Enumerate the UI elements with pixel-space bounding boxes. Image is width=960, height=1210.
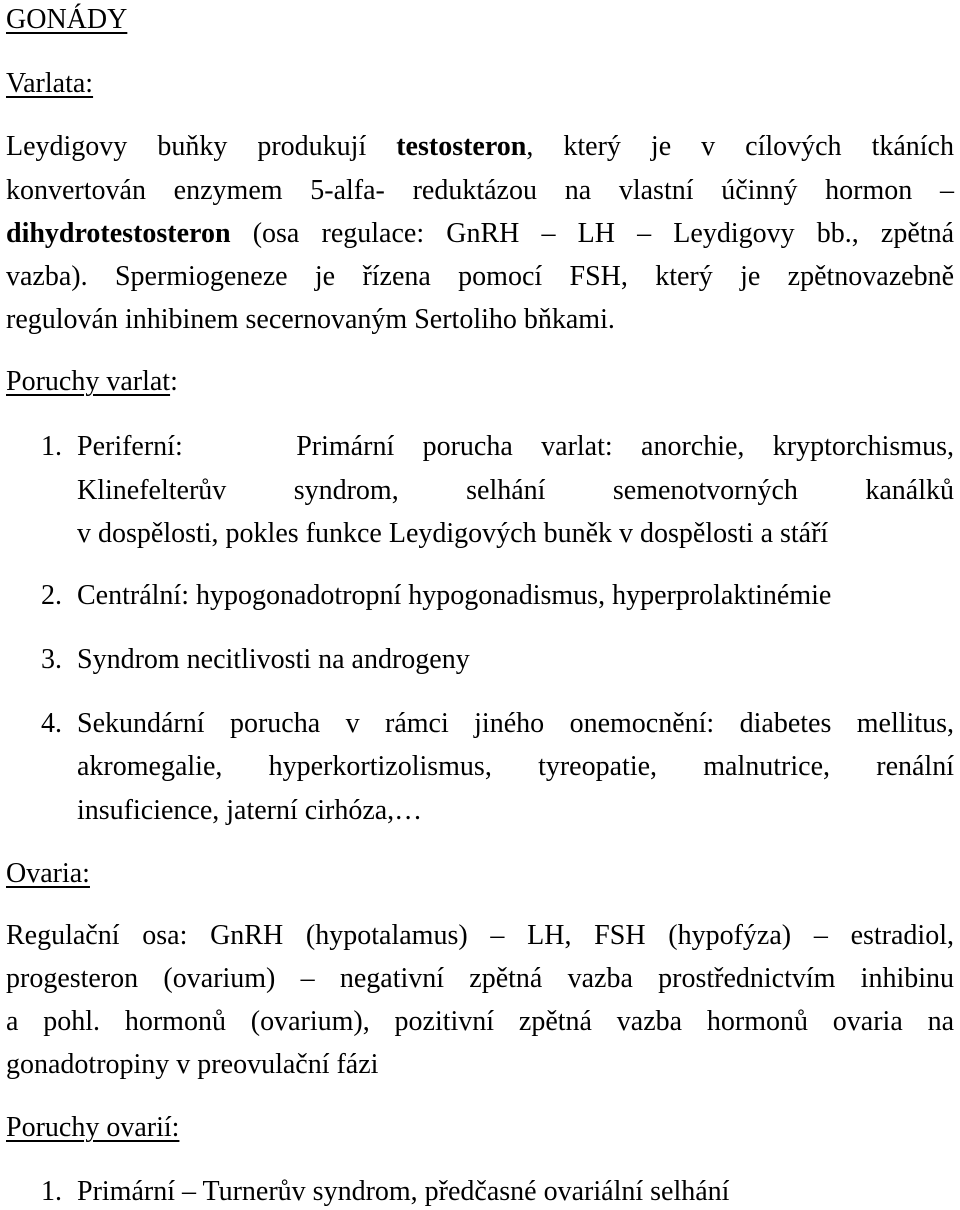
list-number: 4. [41, 708, 62, 739]
paragraph-line: Regulační osa: GnRH (hypotalamus) – LH, FSH (hypofýza) – estradiol, [6, 920, 954, 951]
paragraph-line: dihydrotestosteron (osa regulace: GnRH – LH – Leydigovy bb., zpětná [6, 218, 954, 249]
list-line: akromegalie, hyperkortizolismus, tyreopatie, malnutrice, renální [77, 751, 954, 782]
paragraph-line: Leydigovy buňky produkují testosteron, který je v cílových tkáních [6, 131, 954, 162]
paragraph-line: regulován inhibinem secernovaným Sertoliho bňkami. [6, 304, 615, 335]
paragraph-line: konvertován enzymem 5-alfa- reduktázou na vlastní účinný hormon – [6, 175, 954, 206]
list-line: Sekundární porucha v rámci jiného onemocnění: diabetes mellitus, [77, 708, 954, 739]
list-number: 1. [41, 1176, 62, 1207]
list-number: 2. [41, 580, 62, 611]
list-number: 3. [41, 644, 62, 675]
list-number: 1. [41, 431, 62, 462]
paragraph-line: a pohl. hormonů (ovarium), pozitivní zpětná vazba hormonů ovaria na [6, 1006, 954, 1037]
list-line: Primární – Turnerův syndrom, předčasné ovariální selhání [77, 1176, 730, 1207]
ovaries-disorders-heading: Poruchy ovarií: [6, 1112, 180, 1143]
paragraph-line: progesteron (ovarium) – negativní zpětná vazba prostřednictvím inhibinu [6, 963, 954, 994]
testes-heading: Varlata: [6, 68, 94, 99]
list-line: Centrální: hypogonadotropní hypogonadismus, hyperprolaktinémie [77, 580, 832, 611]
list-line: insuficience, jaterní cirhóza,… [77, 795, 423, 826]
testes-disorders-heading: Poruchy varlat: [6, 366, 178, 397]
list-line: Syndrom necitlivosti na androgeny [77, 644, 470, 675]
list-line: Periferní: Primární porucha varlat: anorchie, kryptorchismus, [77, 431, 954, 462]
ovaries-heading: Ovaria: [6, 858, 90, 889]
list-line: v dospělosti, pokles funkce Leydigových buněk v dospělosti a stáří [77, 518, 829, 549]
paragraph-line: gonadotropiny v preovulační fázi [6, 1049, 379, 1080]
paragraph-line: vazba). Spermiogeneze je řízena pomocí FSH, který je zpětnovazebně [6, 261, 954, 292]
list-line: Klinefelterův syndrom, selhání semenotvorných kanálků [77, 475, 954, 506]
page-title: GONÁDY [6, 4, 128, 35]
